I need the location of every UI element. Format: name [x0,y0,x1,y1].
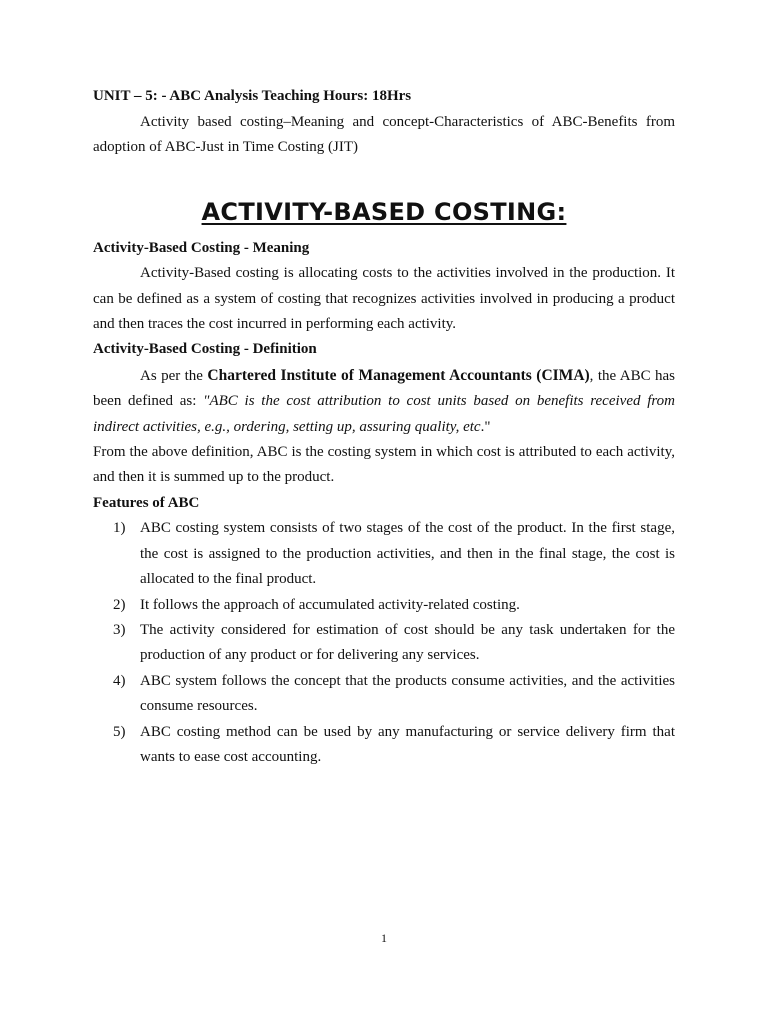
unit-heading: UNIT – 5: - ABC Analysis Teaching Hours: 18Hrs [93,88,412,104]
meaning-heading: Activity-Based Costing - Meaning [93,239,310,256]
features-heading: Features of ABC [93,494,200,511]
list-item-text: ABC system follows the concept that the products consume activities, and the activities consume resources. [140,672,675,715]
definition-followup-paragraph: From the above definition, ABC is the costing system in which cost is attributed to each activity, and then it is summed up to the product. [93,444,675,486]
list-item-number: 3) [113,621,126,638]
unit-intro-paragraph: Activity based costing–Meaning and concept-Characteristics of ABC-Benefits from adoption of ABC-Just in Time Costing (JIT) [93,114,675,156]
list-item [93,720,675,771]
definition-heading: Activity-Based Costing - Definition [93,341,317,358]
meaning-paragraph: Activity-Based costing is allocating costs to the activities involved in the production. It can be defined as a system of costing that recognizes activities involved in producing a product and then traces the cost incurred in performing each activity. [93,265,675,333]
list-item-number: 5) [113,723,126,740]
definition-paragraph [93,363,675,440]
list-item [93,593,675,618]
list-item-text: It follows the approach of accumulated activity-related costing. [140,596,520,613]
definition-middle: , the ABC has been defined as: [93,367,675,410]
list-item-text: ABC costing system consists of two stages of the cost of the product. In the first stage, the cost is assigned to the production activities, and then in the final stage, the cost is allocated to the final product. [140,520,675,588]
list-item-number: 2) [113,596,126,613]
list-item [93,516,675,592]
page-number: 1 [381,931,387,945]
document-title [93,197,675,227]
document-title-text: ACTIVITY-BASED COSTING: [201,197,567,226]
list-item [93,618,675,669]
definition-quote: "ABC is the cost attribution to cost units based on benefits received from indirect activities, e.g., ordering, setting up, assuring quality, etc [93,393,675,435]
features-list [93,516,675,770]
list-item-text: ABC costing method can be used by any manufacturing or service delivery firm that wants to ease cost accounting. [140,723,675,765]
definition-suffix: ." [480,418,491,435]
list-item-number: 4) [113,672,126,689]
definition-prefix: As per the [140,367,208,384]
list-item-text: The activity considered for estimation of cost should be any task undertaken for the production of any product or for delivering any services. [140,621,675,664]
document-page [93,86,675,770]
list-item [93,669,675,720]
cima-name: Chartered Institute of Management Accountants (CIMA) [207,366,590,384]
list-item-number: 1) [113,520,126,537]
